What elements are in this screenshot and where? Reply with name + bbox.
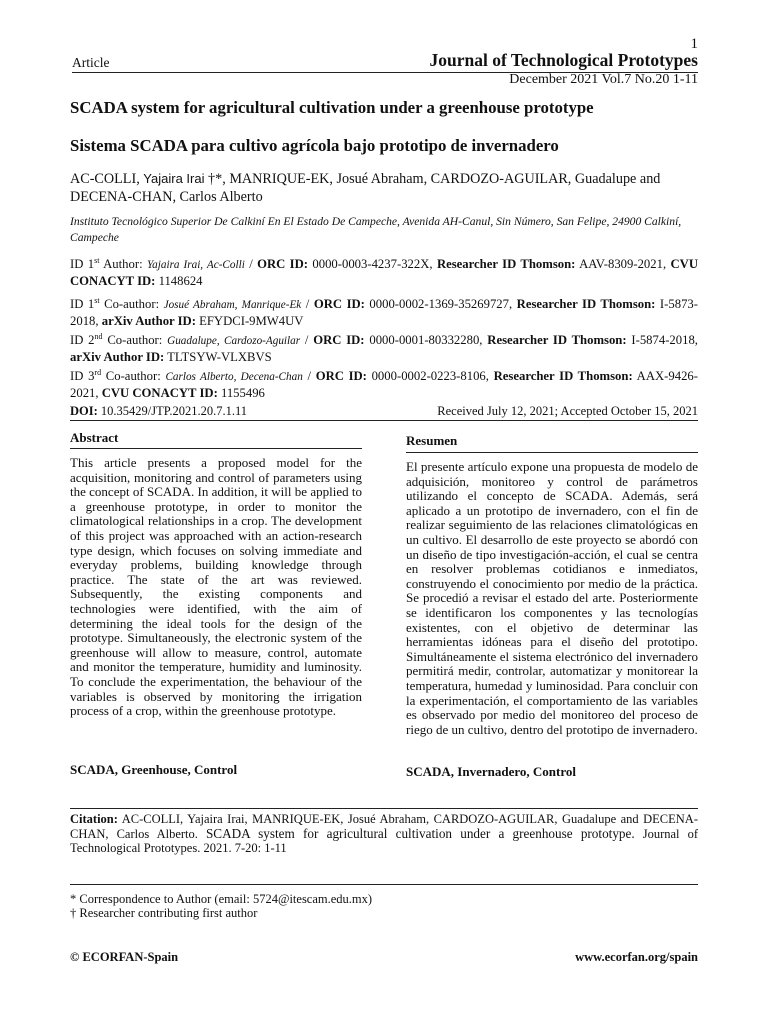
abstract-text: This article presents a proposed model for the acquisition, monitoring and control of parameters using the concept of SCADA. In addition, it will be applied to a greenhouse prototype, in order to monitor the climatological relationships in a crop. The development of this project was approached with an action-research type design, which focuses on solving immediate and everyday problems, building knowledge through practice. The state of the art was reviewed. Subsequently, the existing components and technologies were identified, with the aim of determining the ideal tools for the design of the prototype. Simultaneously, the electronic system of the greenhouse will allow to measure, control, automate and monitor the temperature, humidity and luminosity. To conclude the experimentation, the behaviour of the variables is observed by monitoring the irrigation process of a crop, within the greenhouse prototype.: [70, 455, 362, 719]
resumen-heading: Resumen: [406, 433, 458, 448]
footnote-rule: [70, 884, 698, 885]
author-first-name: Yajaira Irai: [143, 171, 205, 186]
citation: [70, 812, 698, 856]
rid-label: Researcher ID Thomson:: [516, 297, 656, 312]
paper-title: SCADA system for agricultural cultivation under a greenhouse prototype: [70, 98, 594, 117]
rid-value: I-5874-2018,: [626, 333, 698, 348]
resumen-keywords: SCADA, Invernadero, Control: [406, 764, 576, 779]
citation-journal: Journal of Technological Prototypes. 2021. 7-20: 1-11: [70, 826, 698, 855]
id-sup: nd: [94, 332, 103, 341]
id-prefix: ID 2: [70, 333, 95, 348]
id-prefix: ID 1: [70, 257, 95, 272]
orc-label: ORC ID:: [313, 297, 365, 312]
rid-label: Researcher ID Thomson:: [493, 369, 633, 384]
author-text-1: AC-COLLI,: [70, 171, 144, 187]
rid-label: Researcher ID Thomson:: [436, 257, 576, 272]
publisher-website: www.ecorfan.org/spain: [575, 950, 698, 964]
extra-id-label: CVU CONACYT ID:: [70, 257, 698, 288]
doi-label: DOI:: [70, 404, 98, 418]
id-prefix: ID 3: [70, 369, 95, 384]
orc-label: ORC ID:: [313, 333, 365, 348]
citation-title: SCADA system for agricultural cultivation under a greenhouse prototype.: [205, 825, 635, 841]
resumen-rule: [406, 452, 698, 453]
orc-value: 0000-0001-80332280,: [364, 333, 488, 348]
id-name: Carlos Alberto, Decena-Chan: [165, 371, 303, 384]
orc-label: ORC ID:: [257, 257, 309, 272]
citation-rule: [70, 808, 698, 809]
orc-label: ORC ID:: [315, 369, 367, 384]
paper-subtitle: Sistema SCADA para cultivo agrícola bajo prototipo de invernadero: [70, 136, 559, 155]
issue-info: December 2021 Vol.7 No.20 1-11: [509, 72, 698, 87]
id-role: Author:: [99, 257, 147, 272]
author-id-1: ID 1st Author: Yajaira Irai, Ac-Colli / ORC ID: 0000-0003-4237-322X, Researcher ID Thomson: AAV-8309-2021, CVU CONACYT ID: 1148624: [70, 256, 698, 288]
publisher-copyright: © ECORFAN-Spain: [70, 950, 179, 964]
extra-id-label: arXiv Author ID:: [101, 313, 196, 328]
id-role: Co-author:: [99, 297, 164, 312]
author-id-4: ID 3rd Co-author: Carlos Alberto, Decena-Chan / ORC ID: 0000-0002-0223-8106, Researcher ID Thomson: AAX-9426-2021, CVU CONACYT ID: 1155496: [70, 368, 698, 400]
extra-id-value: EFYDCI-9MW4UV: [195, 313, 304, 328]
extra-id-value: 1148624: [155, 273, 203, 288]
id-sup: rd: [94, 368, 102, 377]
received-dates: Received July 12, 2021; Accepted October 15, 2021: [437, 404, 698, 418]
id-prefix: ID 1: [70, 297, 95, 312]
orc-value: 0000-0002-1369-35269727,: [364, 297, 517, 312]
id-sup: st: [94, 256, 100, 265]
orc-value: 0000-0003-4237-322X,: [308, 257, 437, 272]
rid-label: Researcher ID Thomson:: [487, 333, 627, 348]
citation-authors: AC-COLLI, Yajaira Irai, MANRIQUE-EK, Josué Abraham, CARDOZO-AGUILAR, Guadalupe and DECENA-CHAN, Carlos Alberto.: [70, 812, 698, 841]
rid-value: AAX-9426-2021,: [70, 369, 698, 400]
author-id-2: ID 1st Co-author: Josué Abraham, Manrique-Ek / ORC ID: 0000-0002-1369-35269727, Researcher ID Thomson: I-5873-2018, arXiv Author ID: EFYDCI-9MW4UV: [70, 296, 698, 328]
abstract-heading: Abstract: [70, 430, 119, 445]
rid-value: I-5873-2018,: [70, 297, 698, 328]
doi-value: 10.35429/JTP.2021.20.7.1.11: [97, 404, 247, 418]
id-name: Guadalupe, Cardozo-Aguilar: [167, 335, 301, 348]
page-number: 1: [690, 36, 698, 52]
institution: Instituto Tecnológico Superior De Calkiní En El Estado De Campeche, Avenida AH-Canul, Sin Número, San Felipe, 24900 Calkiní, Campeche: [70, 215, 682, 244]
id-role: Co-author:: [102, 333, 168, 348]
id-name: Josué Abraham, Manrique-Ek: [163, 299, 302, 312]
extra-id-value: TLTSYW-VLXBVS: [164, 349, 272, 364]
extra-id-label: CVU CONACYT ID:: [101, 385, 218, 400]
journal-name: Journal of Technological Prototypes: [429, 50, 698, 70]
id-name: Yajaira Irai, Ac-Colli: [146, 259, 245, 272]
rid-value: AAV-8309-2021,: [575, 257, 671, 272]
footnote-first-author: † Researcher contributing first author: [70, 906, 258, 920]
abstract-rule: [70, 448, 362, 449]
citation-label: Citation:: [70, 812, 118, 826]
footnote-correspondence: * Correspondence to Author (email: 5724@itescam.edu.mx): [70, 892, 373, 906]
extra-id-value: 1155496: [217, 385, 265, 400]
id-role: Co-author:: [101, 369, 166, 384]
author-list: [70, 170, 698, 206]
id-sup: st: [94, 296, 100, 305]
abstract-keywords: SCADA, Greenhouse, Control: [70, 762, 238, 777]
extra-id-label: arXiv Author ID:: [70, 349, 165, 364]
doi: [70, 404, 247, 419]
orc-value: 0000-0002-0223-8106,: [366, 369, 494, 384]
author-text-2: †*, MANRIQUE-EK, Josué Abraham, CARDOZO-AGUILAR, Guadalupe and DECENA-CHAN, Carlos Alberto: [70, 171, 661, 205]
doi-rule: [70, 420, 698, 421]
article-label: Article: [72, 55, 110, 70]
resumen-text: El presente artículo expone una propuesta de modelo de adquisición, monitoreo y control de parámetros utilizando el concepto de SCADA. Además, será aplicado a un prototipo de invernadero, con el fin de realizar seguimiento de las relaciones climatológicas en un cultivo. El desarrollo de este proyecto se abordó con un diseño de tipo investigación-acción, el cual se centra en resolver problemas cotidianos e inmediatos, construyendo el conocimiento por medio de la práctica. Se procedió a revisar el estado del arte. Posteriormente se identificaron los componentes y las tecnologías existentes, con el objetivo de determinar las herramientas idóneas para el diseño del prototipo. Simultáneamente el sistema electrónico del invernadero permitirá medir, controlar, automatizar y monitorear la temperatura, humedad y luminosidad. Para concluir con la experimentación, el comportamiento de las variables es observado por medio del monitoreo del proceso de riego de un cultivo, dentro del prototipo de invernadero.: [406, 459, 698, 737]
author-id-3: ID 2nd Co-author: Guadalupe, Cardozo-Aguilar / ORC ID: 0000-0001-80332280, Researcher ID Thomson: I-5874-2018, arXiv Author ID: TLTSYW-VLXBVS: [70, 332, 698, 364]
